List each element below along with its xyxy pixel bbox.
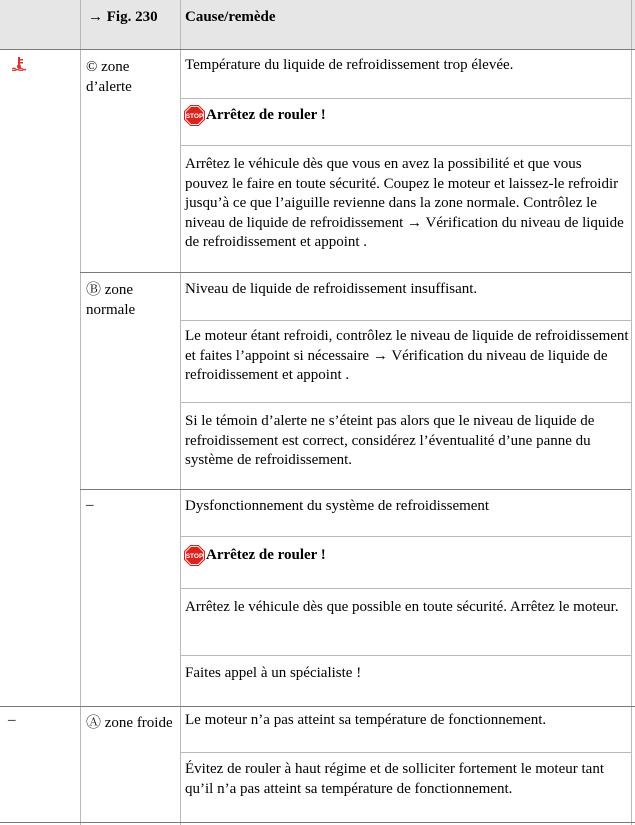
stop-sign-icon <box>184 545 205 566</box>
stop-sign-icon <box>184 105 205 126</box>
table-header-col1 <box>0 0 80 49</box>
zone-label-cold: Ⓐ zone froide <box>86 715 173 731</box>
remedy-text: Si le témoin d’alerte ne s’éteint pas alors que le niveau de liquide de refroidissement est correct, considérez l’éventualité d’une panne du système de refroidissement. <box>185 413 595 468</box>
warning-none-dash: – <box>8 712 16 728</box>
cause-text: Le moteur n’a pas atteint sa température de fonctionnement. <box>185 712 547 728</box>
remedy-text: Faites appel à un spécialiste ! <box>185 665 362 681</box>
section-divider <box>80 272 631 273</box>
cause-text: Dysfonctionnement du système de refroidissement <box>185 498 490 514</box>
cause-text: Niveau de liquide de refroidissement insuffisant. <box>185 281 478 297</box>
row-divider <box>180 320 631 321</box>
row-divider <box>180 98 631 99</box>
zone-label-none: – <box>86 497 94 513</box>
row-divider <box>180 536 631 537</box>
header-bottom-rule <box>0 49 635 50</box>
row-divider <box>180 588 631 589</box>
cause-text: Température du liquide de refroidissement trop élevée. <box>185 57 514 73</box>
col-divider-2 <box>180 0 181 825</box>
section-divider <box>80 489 631 490</box>
remedy-text: Le moteur étant refroidi, contrôlez le niveau de liquide de refroidissement et faites l’appoint si nécessaire → Vérification du niveau de liquide de refroidissement et appoint . <box>185 328 629 383</box>
zone-label-normal: Ⓑ zone normale <box>86 282 136 318</box>
remedy-text: Arrêtez le véhicule dès que possible en toute sécurité. Arrêtez le moteur. <box>185 599 619 615</box>
stop-warning-text: Arrêtez de rouler ! <box>206 107 326 123</box>
col-divider-right <box>631 0 632 825</box>
stop-warning <box>184 545 326 566</box>
svg-text:STOP: STOP <box>185 113 204 121</box>
zone-label-alert: © zone d’alerte <box>86 59 132 95</box>
row-divider <box>180 145 631 146</box>
section-divider <box>0 706 635 707</box>
row-divider <box>180 655 631 656</box>
stop-warning-text: Arrêtez de rouler ! <box>206 547 326 563</box>
stop-warning <box>184 105 326 126</box>
remedy-text: Arrêtez le véhicule dès que vous en avez la possibilité et que vous pouvez le faire en toute sécurité. Coupez le moteur et laissez-le refroidir jusqu’à ce que l’aiguille revienne dans la zone normale. Contrôlez le niveau de liquide de refroidissement → Vérification du niveau de liquide de refroidissement et appoint . <box>185 156 624 250</box>
col-divider-1 <box>80 0 81 825</box>
table-bottom-rule <box>0 822 635 823</box>
row-divider <box>180 402 631 403</box>
header-cause-remede: Cause/remède <box>185 9 276 25</box>
remedy-text: Évitez de rouler à haut régime et de solliciter fortement le moteur tant qu’il n’a pas atteint sa température de fonctionnement. <box>185 761 604 797</box>
svg-text:STOP: STOP <box>185 553 204 561</box>
row-divider <box>180 752 631 753</box>
coolant-temperature-icon <box>12 57 26 71</box>
header-fig-ref: → Fig. 230 <box>88 9 158 25</box>
